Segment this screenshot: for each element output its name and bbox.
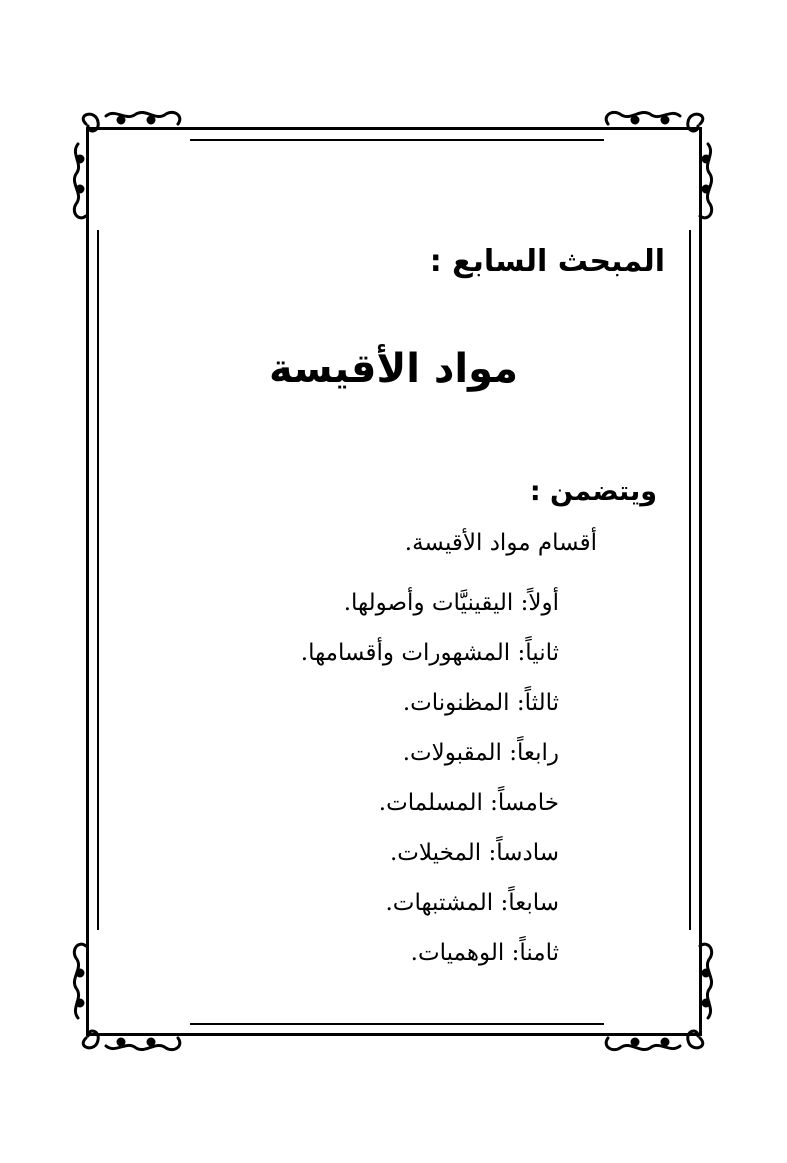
list-heading: أقسام مواد الأقيسة. [404, 530, 597, 556]
includes-label: ويتضمن : [529, 476, 657, 507]
corner-ornament-top-left-icon [66, 104, 186, 224]
list-item: ثامناً: الوهميات. [410, 940, 559, 966]
list-item: ثالثاً: المظنونات. [402, 690, 559, 716]
section-label: المبحث السابع : [429, 244, 665, 279]
corner-ornament-top-right-icon [600, 104, 720, 224]
list-item: خامساً: المسلمات. [378, 790, 559, 816]
list-item: سابعاً: المشتبهات. [385, 890, 559, 916]
page-border-right-rule [689, 230, 691, 930]
page-title: مواد الأقيسة [269, 346, 518, 392]
corner-ornament-bottom-right-icon [600, 938, 720, 1058]
page-border-top-rule [190, 139, 604, 141]
contents-list [301, 578, 559, 978]
list-item: رابعاً: المقبولات. [402, 740, 559, 766]
corner-ornament-bottom-left-icon [66, 938, 186, 1058]
list-item: ثانياً: المشهورات وأقسامها. [300, 640, 559, 666]
list-item: سادساً: المخيلات. [389, 840, 559, 866]
page-border-bottom-rule [190, 1023, 604, 1025]
list-item: أولاً: اليقينيَّات وأصولها. [343, 590, 559, 616]
page-border-left-rule [97, 230, 99, 930]
